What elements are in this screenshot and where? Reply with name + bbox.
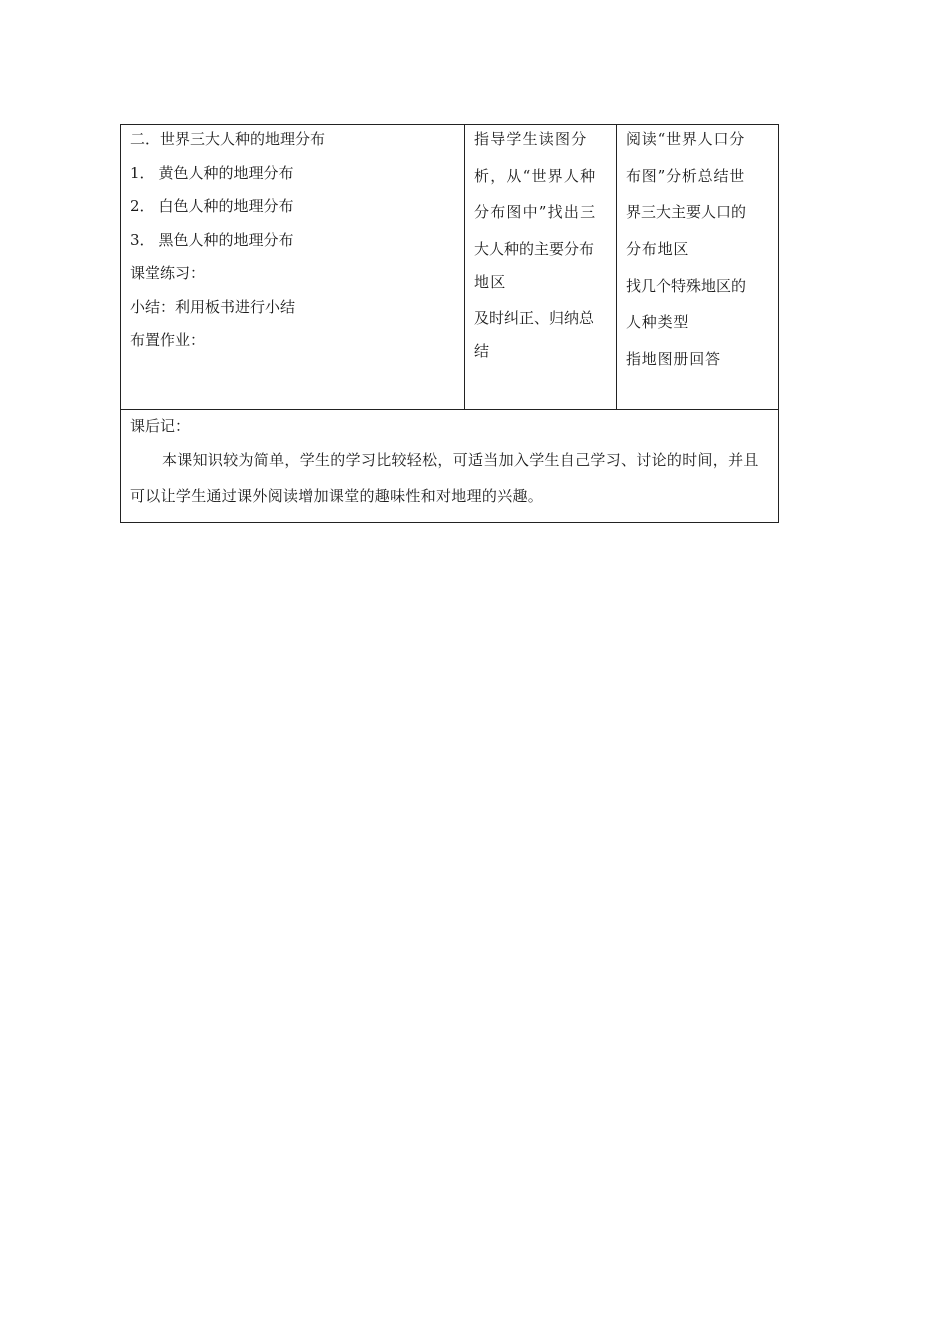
teacher-line: 地区 [474,272,507,291]
list-item [130,161,456,195]
list-item [130,228,456,262]
teacher-line: 及时纠正、归纳总 [474,309,595,327]
teacher-line: 分布图中”找出三 [474,203,597,221]
student-line: 分布地区 [626,240,690,259]
student-line: 阅读“世界人口分 [626,130,746,148]
after-class-row [121,410,779,523]
item-number: 3． [130,230,155,249]
after-class-heading: 课后记： [130,417,191,435]
homework-label: 布置作业： [130,331,206,349]
teacher-line: 大人种的主要分布 [474,239,595,258]
section-heading: 二．世界三大人种的地理分布 [130,130,326,148]
teacher-activity-cell [465,125,617,410]
student-line: 布图”分析总结世 [626,166,746,185]
student-line: 指地图册回答 [626,350,721,369]
student-line: 找几个特殊地区的 [626,276,747,295]
item-text: 白色人种的地理分布 [158,197,294,215]
student-line: 人种类型 [626,313,690,332]
item-text: 黄色人种的地理分布 [158,163,294,182]
practice-label: 课堂练习： [130,264,206,282]
after-class-cell [121,410,779,523]
student-line: 界三大主要人口的 [626,203,747,222]
list-item [130,194,456,228]
content-cell [121,125,465,410]
student-activity-cell [617,125,779,410]
after-class-paragraph: 本课知识较为简单，学生的学习比较轻松，可适当加入学生自己学习、讨论的时间，并且可以让学生通过课外阅读增加课堂的趣味性和对地理的兴趣。 [130,451,759,505]
teacher-line: 指导学生读图分 [474,130,588,148]
item-number: 2． [130,197,155,215]
item-text: 黑色人种的地理分布 [158,230,294,249]
teacher-line: 析，从“世界人种 [474,166,597,185]
lesson-plan-table [120,124,779,523]
summary-line: 小结：利用板书进行小结 [130,297,296,316]
lesson-content-row [121,125,779,410]
teacher-line: 结 [474,342,491,360]
item-number: 1． [130,163,155,182]
